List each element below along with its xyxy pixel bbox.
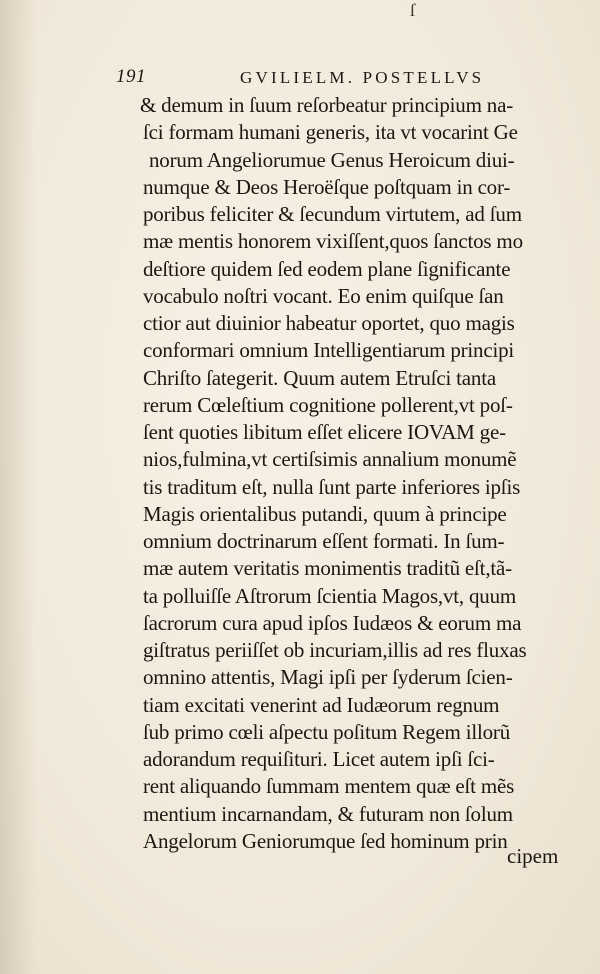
- running-title: GVILIELM. POSTELLVS: [240, 68, 485, 87]
- top-ink-mark: ſ: [410, 0, 416, 20]
- text-line: nios,fulmina,vt certiſsimis annalium monumẽ: [143, 447, 517, 472]
- text-line: mæ mentis honorem vixiſſent,quos ſanctos mo: [143, 229, 523, 254]
- text-line: ſent quoties libitum eſſet elicere IOVAM ge-: [143, 420, 506, 444]
- text-line: ſci formam humani generis, ita vt vocarint Ge: [143, 120, 518, 145]
- text-line: Angelorum Geniorumque ſed hominum prin: [143, 828, 508, 853]
- text-line: norum Angeliorumue Genus Heroicum diui-: [149, 147, 515, 172]
- text-line: giſtratus periiſſet ob incuriam,illis ad res fluxas: [143, 638, 527, 662]
- text-line: conformari omnium Intelligentiarum principi: [143, 338, 515, 363]
- text-line: poribus feliciter & ſecundum virtutem, ad ſum: [143, 202, 522, 226]
- text-line: & demum in ſuum reſorbeatur principium na-: [140, 93, 514, 117]
- text-line: Magis orientalibus putandi, quum à principe: [143, 501, 507, 526]
- text-line: vocabulo noſtri vocant. Eo enim quiſque ſan: [143, 283, 504, 308]
- catchword: cipem: [507, 844, 559, 868]
- text-line: ſub primo cœli aſpectu poſitum Regem illorũ: [143, 719, 511, 744]
- gutter-shadow: [0, 0, 36, 974]
- text-line: numque & Deos Heroëſque poſtquam in cor-: [143, 174, 511, 199]
- text-line: adorandum requiſituri. Licet autem ipſi ſci-: [143, 747, 495, 771]
- text-line: deſtiore quidem ſed eodem plane ſignificante: [143, 256, 511, 281]
- text-line: ta polluiſſe Aſtrorum ſcientia Magos,vt, quum: [143, 583, 517, 608]
- text-line: omnium doctrinarum eſſent formati. In ſum-: [143, 529, 505, 553]
- text-line: rerum Cœleſtium cognitione pollerent,vt poſ-: [143, 392, 513, 417]
- text-line: tis traditum eſt, nulla ſunt parte inferiores ipſis: [143, 474, 521, 499]
- text-line: Chriſto ſategerit. Quum autem Etruſci tanta: [143, 365, 496, 390]
- text-line: ctior aut diuinior habeatur oportet, quo magis: [143, 311, 515, 335]
- text-line: tiam excitati venerint ad Iudæorum regnum: [143, 692, 500, 717]
- page-number: 191: [116, 66, 146, 87]
- text-line: mæ autem veritatis monimentis traditũ eſt,tã-: [143, 556, 512, 581]
- text-line: omnino attentis, Magi ipſi per ſyderum ſcien-: [143, 665, 513, 690]
- text-line: mentium incarnandam, & futuram non ſolum: [143, 801, 513, 826]
- text-line: rent aliquando ſummam mentem quæ eſt mẽs: [143, 774, 515, 799]
- running-head: [116, 66, 516, 90]
- body-text: [140, 92, 573, 855]
- text-line: ſacrorum cura apud ipſos Iudæos & eorum ma: [143, 610, 522, 635]
